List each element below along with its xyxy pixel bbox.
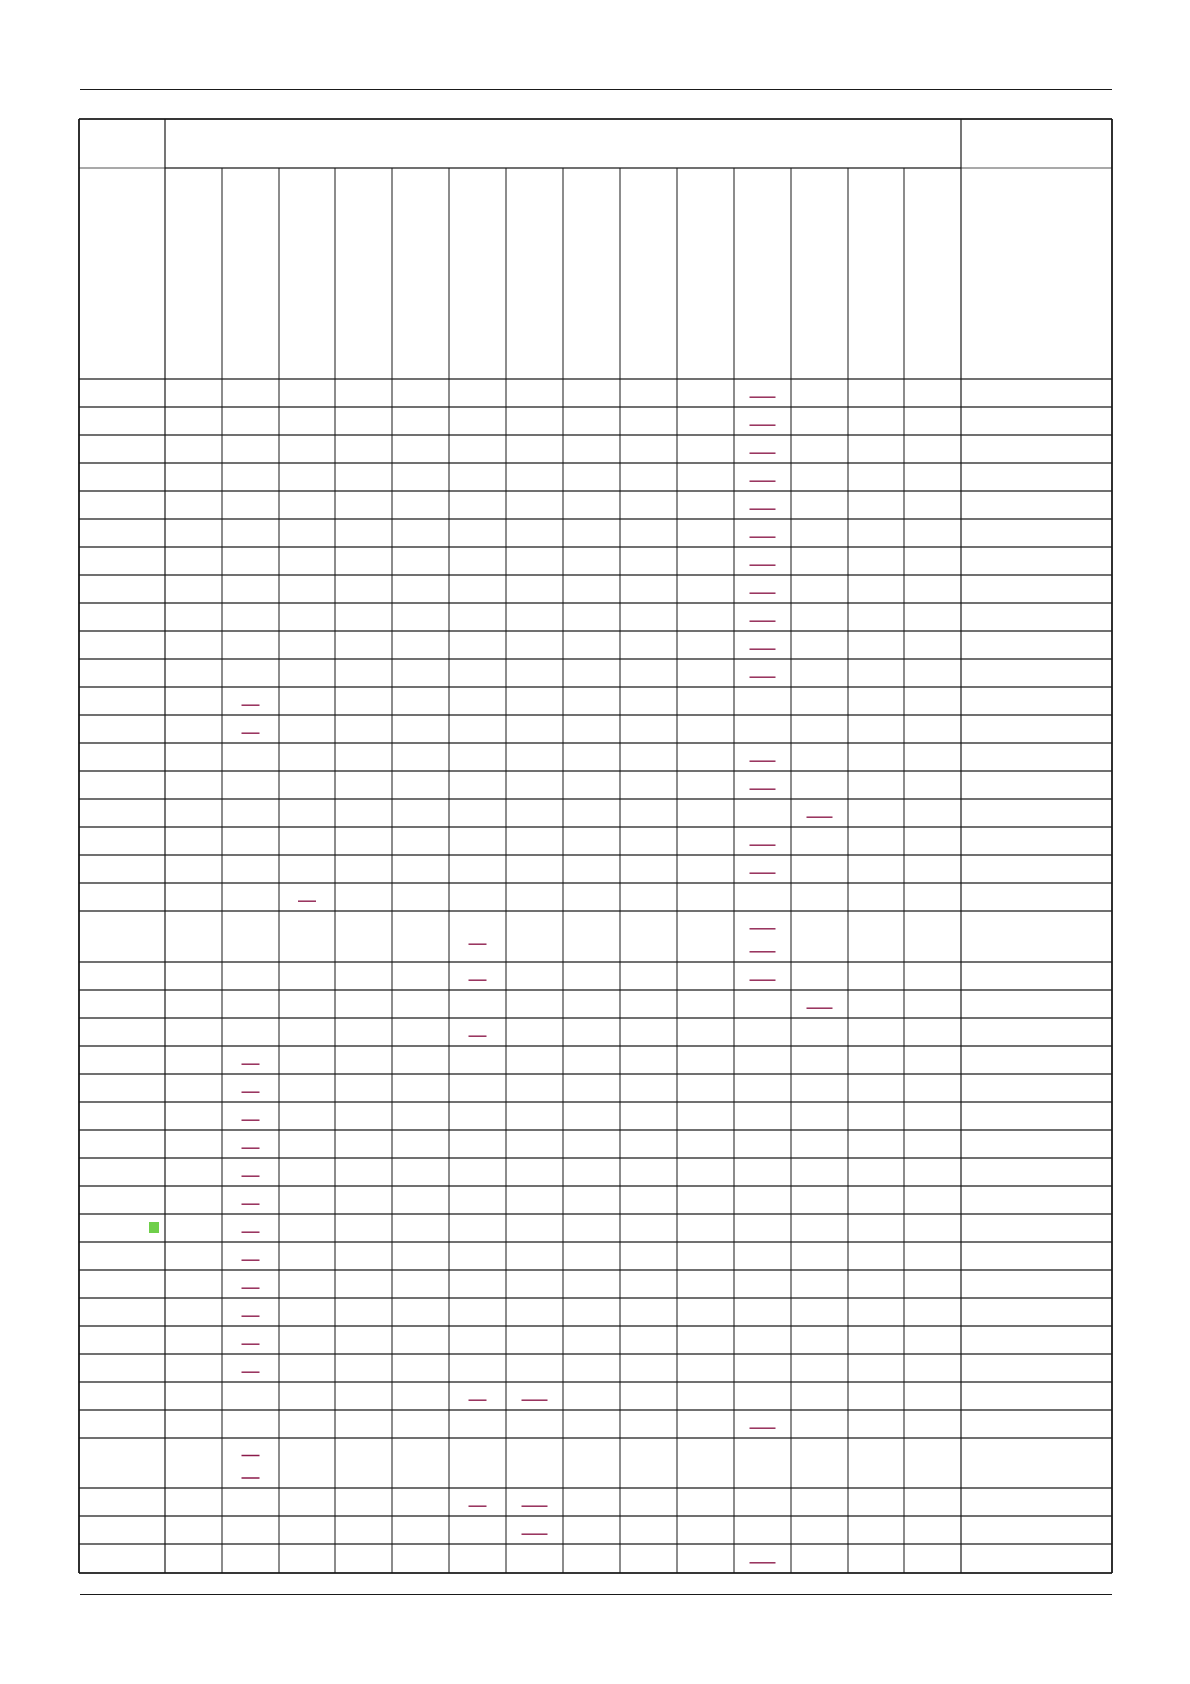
footer-rule — [80, 1594, 1112, 1595]
status-icon — [149, 1222, 159, 1233]
